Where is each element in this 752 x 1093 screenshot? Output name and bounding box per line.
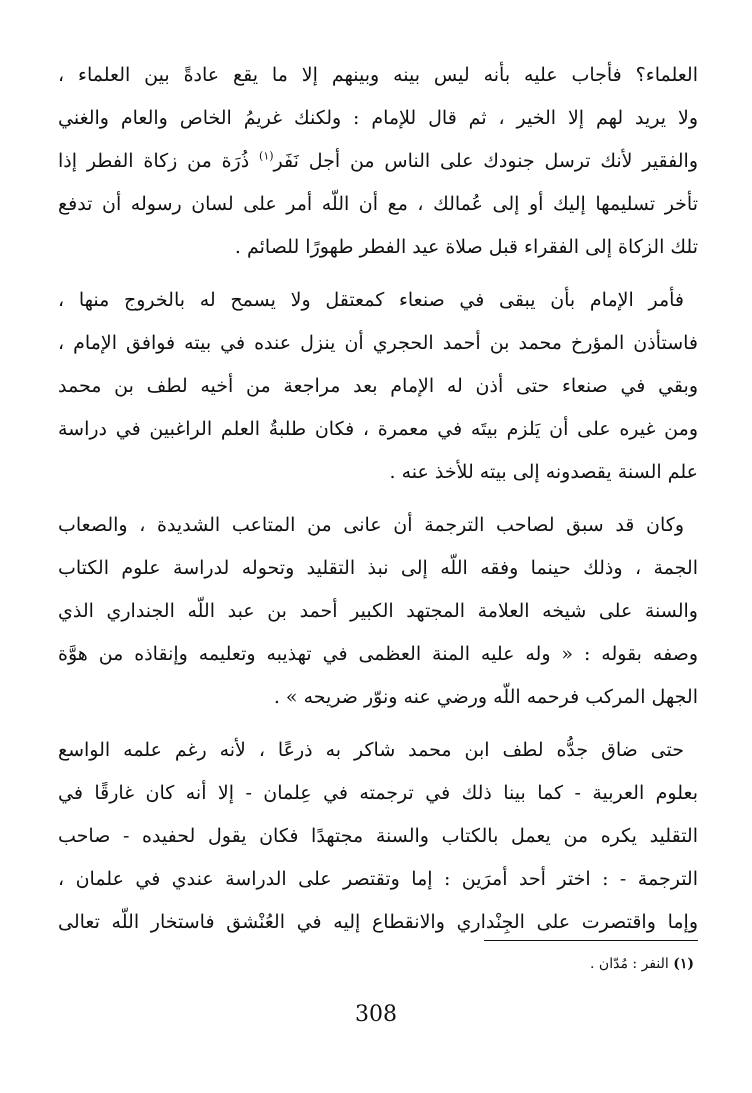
footnote [590,954,694,974]
footnote-text: النفر : مُدّان . [590,956,669,972]
text-line: وإما واقتصرت على الجِنْداري والانقطاع إليه في العُنْشق فاستخار اللّه تعالى [58,911,698,933]
text-line: تأخر تسليمها إليك أو إلى عُمالك ، مع أن اللّه أمر على لسان رسوله أن تدفع [58,193,698,215]
text-line: تلك الزكاة إلى الفقراء قبل صلاة عيد الفطر طهورًا للصائم . [234,236,698,258]
text-line-with-footnote [58,140,698,183]
text-line: الجمة ، وذلك حينما وفقه اللّه إلى نبذ التقليد وتحوله لدراسة علوم الكتاب [58,557,698,579]
text-line: حتى ضاق جدُّه لطف ابن محمد شاكر به ذرعًا ، لأنه رغم علمه الواسع [58,739,684,761]
page-body [58,54,698,954]
text-line: ولا يريد لهم إلا الخير ، ثم قال للإمام : ولكنك غريمُ الخاص والعام والغني [58,107,698,129]
text-line: وبقي في صنعاء حتى أذن له الإمام بعد مراجعة من أخيه لطف بن محمد [58,375,698,397]
text-line: والسنة على شيخه العلامة المجتهد الكبير أحمد بن عبد اللّه الجنداري الذي [58,600,698,622]
text-line: فاستأذن المؤرخ محمد بن أحمد الحجري أن ينزل عنده في بيته فوافق الإمام ، [58,332,698,354]
text-line-part: والفقير لأنك ترسل جنودك على الناس من أجل نَفَر [273,150,698,172]
text-line: فأمر الإمام بأن يبقى في صنعاء كمعتقل ولا يسمح له بالخروج منها ، [58,289,684,311]
page-number: 308 [355,1002,397,1027]
text-line: الجهل المركب فرحمه اللّه ورضي عنه ونوّر ضريحه » . [273,686,698,708]
text-line: علم السنة يقصدونه إلى بيته للأخذ عنه . [389,461,698,483]
text-line: التقليد يكره من يعمل بالكتاب والسنة مجتهدًا فكان يقول لحفيده - صاحب [58,825,698,847]
paragraph-3 [58,504,698,719]
paragraph-1 [58,54,698,269]
paragraph-2 [58,279,698,494]
footnote-reference: (١) [259,149,274,163]
footnote-divider [484,940,698,941]
text-line: بعلوم العربية - كما بينا ذلك في ترجمته في عِلمان - إلا أنه كان غارقًا في [58,782,698,804]
paragraph-4 [58,729,698,944]
text-line: العلماء؟ فأجاب عليه بأنه ليس بينه وبينهم إلا ما يقع عادةً بين العلماء ، [58,64,698,86]
footnote-number: (١) [673,956,694,972]
text-line: وصفه بقوله : « وله عليه المنة العظمى في تهذيبه وتعليمه وإنقاذه من هوَّة [58,643,698,665]
text-line: ومن غيره على أن يَلزم بيتَه في معمرة ، فكان طلبةُ العلم الراغبين في دراسة [58,418,698,440]
text-line: الترجمة - : اختر أحد أمرَين : إما وتقتصر على الدراسة عندي في علمان ، [58,868,698,890]
text-line-part: ذُرَة من زكاة الفطر إذا [58,150,260,172]
text-line: وكان قد سبق لصاحب الترجمة أن عانى من المتاعب الشديدة ، والصعاب [58,514,684,536]
